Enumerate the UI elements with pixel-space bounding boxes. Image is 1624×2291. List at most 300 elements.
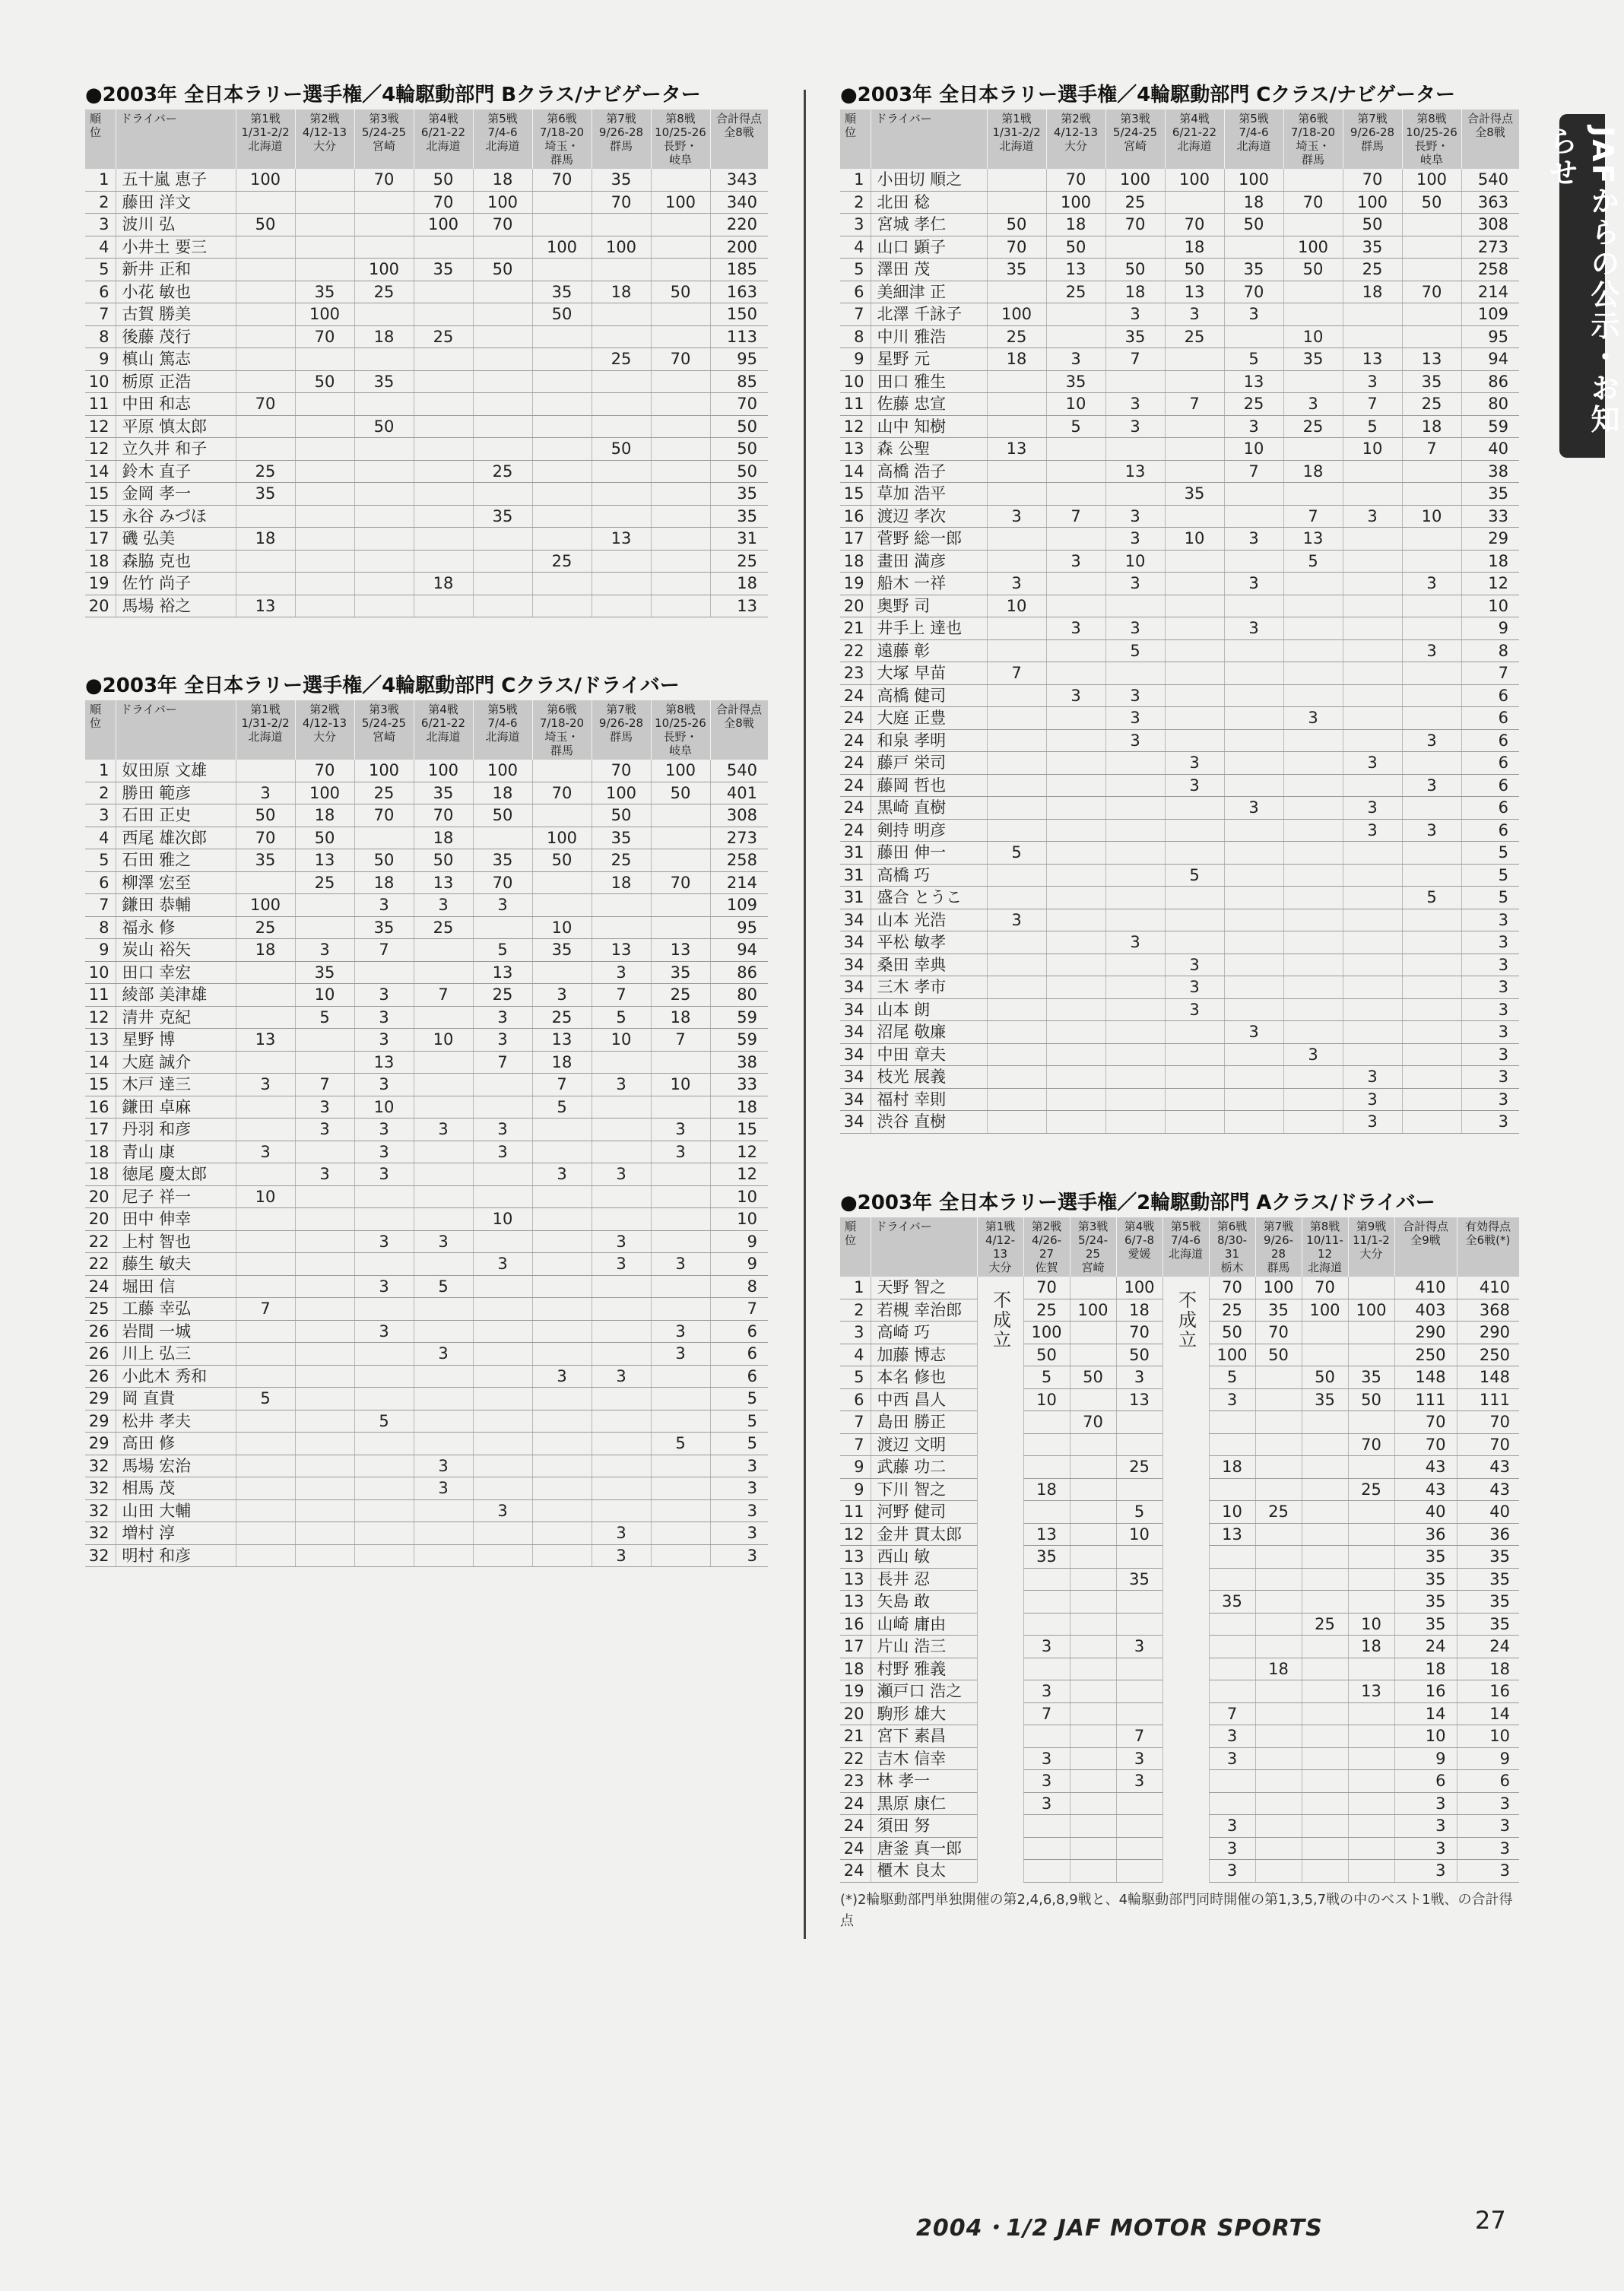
score-cell xyxy=(473,303,532,326)
score-cell xyxy=(592,595,651,617)
total-cell: 185 xyxy=(710,259,768,281)
total-cell: 13 xyxy=(710,595,768,617)
score-cell xyxy=(1165,505,1224,528)
driver-cell: 藤田 伸一 xyxy=(871,842,987,865)
rank-cell: 22 xyxy=(85,1230,116,1253)
score-cell: 3 xyxy=(592,1230,651,1253)
rank-cell: 16 xyxy=(85,1096,116,1119)
round-header: 第2戦 4/12-13 大分 xyxy=(295,700,354,760)
driver-cell: 清井 克紀 xyxy=(116,1006,236,1029)
score-cell xyxy=(651,528,710,551)
score-cell: 100 xyxy=(1105,169,1165,191)
total-cell: 109 xyxy=(710,894,768,917)
score-cell xyxy=(473,1074,532,1096)
driver-header: ドライバー xyxy=(871,109,987,169)
table-row xyxy=(840,617,1519,640)
score-cell xyxy=(1116,1680,1162,1703)
score-cell xyxy=(414,1006,473,1029)
round-header: 第4戦 6/21-22 北海道 xyxy=(414,109,473,169)
table-row xyxy=(85,1388,768,1410)
score-cell xyxy=(532,460,592,483)
score-cell xyxy=(651,1522,710,1545)
score-cell xyxy=(1165,729,1224,752)
round-header: 第5戦 7/4-6 北海道 xyxy=(473,109,532,169)
score-cell: 3 xyxy=(414,1230,473,1253)
score-cell xyxy=(354,505,414,528)
table-row xyxy=(85,1208,768,1231)
score-cell xyxy=(1283,1088,1343,1111)
score-cell xyxy=(354,550,414,573)
score-cell xyxy=(1116,1792,1162,1815)
rank-cell: 9 xyxy=(85,939,116,962)
driver-cell: 岩間 一城 xyxy=(116,1320,236,1343)
score-cell xyxy=(1255,1613,1302,1636)
rank-cell: 21 xyxy=(840,1725,871,1748)
table-row xyxy=(85,984,768,1007)
score-cell: 18 xyxy=(1165,236,1224,259)
score-cell xyxy=(1283,169,1343,191)
score-cell: 100 xyxy=(1070,1299,1116,1322)
driver-cell: 船木 一祥 xyxy=(871,573,987,595)
score-cell xyxy=(1116,1478,1162,1501)
score-cell xyxy=(1116,1411,1162,1434)
driver-cell: 島田 勝正 xyxy=(871,1411,977,1434)
table-row xyxy=(85,1029,768,1052)
score-cell xyxy=(651,325,710,348)
rank-cell: 5 xyxy=(840,259,871,281)
table-row xyxy=(85,1096,768,1119)
score-cell xyxy=(1070,1568,1116,1591)
score-cell xyxy=(1070,1613,1116,1636)
score-cell xyxy=(1343,303,1402,326)
score-cell xyxy=(592,393,651,416)
score-cell xyxy=(354,1477,414,1500)
score-cell xyxy=(473,325,532,348)
round-header: 第3戦 5/24-25 宮崎 xyxy=(1105,109,1165,169)
driver-cell: 若槻 幸治郎 xyxy=(871,1299,977,1322)
score-cell: 70 xyxy=(1348,1433,1394,1456)
score-cell xyxy=(414,1320,473,1343)
score-cell: 3 xyxy=(1165,752,1224,775)
score-cell: 35 xyxy=(1283,348,1343,371)
score-cell xyxy=(1402,325,1461,348)
total-cell: 43 xyxy=(1394,1478,1457,1501)
total-cell: 59 xyxy=(710,1006,768,1029)
rank-cell: 20 xyxy=(840,1702,871,1725)
score-cell: 25 xyxy=(1209,1299,1255,1322)
driver-cell: 遠藤 彰 xyxy=(871,639,987,662)
score-cell: 100 xyxy=(236,169,295,191)
score-cell xyxy=(473,281,532,303)
total-cell: 290 xyxy=(1394,1322,1457,1344)
score-cell: 100 xyxy=(1209,1344,1255,1366)
score-cell xyxy=(414,483,473,506)
score-cell xyxy=(295,169,354,191)
score-cell: 3 xyxy=(1165,774,1224,797)
score-cell: 5 xyxy=(1224,348,1283,371)
score-cell xyxy=(592,1477,651,1500)
driver-cell: 福村 幸則 xyxy=(871,1088,987,1111)
void-label: 不成立 xyxy=(989,1290,1011,1350)
score-cell xyxy=(1165,438,1224,461)
driver-cell: 山口 顕子 xyxy=(871,236,987,259)
score-cell xyxy=(236,348,295,371)
score-cell: 25 xyxy=(592,849,651,872)
score-cell xyxy=(1302,1344,1348,1366)
header-row xyxy=(840,1217,1519,1277)
score-cell: 13 xyxy=(236,1029,295,1052)
score-cell xyxy=(1023,1501,1070,1524)
score-cell xyxy=(987,281,1046,303)
score-cell xyxy=(1070,1501,1116,1524)
total-cell: 343 xyxy=(710,169,768,191)
best-total-cell: 368 xyxy=(1457,1299,1519,1322)
total-cell: 6 xyxy=(710,1365,768,1388)
score-cell xyxy=(473,438,532,461)
driver-cell: 福永 修 xyxy=(116,916,236,939)
score-cell: 35 xyxy=(532,281,592,303)
score-cell: 70 xyxy=(354,804,414,827)
score-cell xyxy=(1348,1815,1394,1838)
score-cell: 13 xyxy=(651,939,710,962)
score-cell: 70 xyxy=(987,236,1046,259)
score-cell: 3 xyxy=(354,1029,414,1052)
score-cell xyxy=(236,760,295,782)
score-cell: 70 xyxy=(1116,1322,1162,1344)
table-row xyxy=(840,370,1519,393)
score-cell xyxy=(592,370,651,393)
score-cell xyxy=(1343,707,1402,730)
header-row xyxy=(85,109,768,169)
score-cell xyxy=(295,191,354,214)
score-cell: 3 xyxy=(1046,550,1105,573)
table-row xyxy=(840,236,1519,259)
score-cell: 3 xyxy=(1105,528,1165,551)
best-total-cell: 40 xyxy=(1457,1501,1519,1524)
score-cell xyxy=(1105,662,1165,685)
rank-cell: 5 xyxy=(85,849,116,872)
score-cell xyxy=(1070,1433,1116,1456)
score-cell: 25 xyxy=(1023,1299,1070,1322)
total-cell: 3 xyxy=(710,1544,768,1567)
score-cell xyxy=(1224,483,1283,506)
rank-cell: 10 xyxy=(85,961,116,984)
score-cell xyxy=(295,259,354,281)
score-cell xyxy=(987,976,1046,999)
table-row xyxy=(85,1455,768,1477)
score-cell xyxy=(592,460,651,483)
round-header: 有効得点 全6戦(*) xyxy=(1457,1217,1519,1277)
driver-header: ドライバー xyxy=(116,109,236,169)
score-cell xyxy=(354,1208,414,1231)
results-table xyxy=(85,700,769,1567)
rank-cell: 31 xyxy=(840,887,871,909)
score-cell xyxy=(1343,325,1402,348)
score-cell: 35 xyxy=(1402,370,1461,393)
score-cell xyxy=(532,1230,592,1253)
score-cell xyxy=(1209,1613,1255,1636)
score-cell: 100 xyxy=(354,760,414,782)
score-cell xyxy=(1046,707,1105,730)
score-cell: 10 xyxy=(295,984,354,1007)
table-row xyxy=(85,916,768,939)
total-cell: 94 xyxy=(710,939,768,962)
score-cell xyxy=(236,1275,295,1298)
driver-cell: 長井 忍 xyxy=(871,1568,977,1591)
driver-cell: 美細津 正 xyxy=(871,281,987,303)
table-row xyxy=(840,1277,1519,1299)
score-cell: 3 xyxy=(354,1074,414,1096)
score-cell xyxy=(532,528,592,551)
score-cell xyxy=(1283,303,1343,326)
score-cell xyxy=(1255,1568,1302,1591)
score-cell xyxy=(414,595,473,617)
score-cell: 10 xyxy=(651,1074,710,1096)
total-cell: 3 xyxy=(1394,1860,1457,1883)
score-cell xyxy=(414,348,473,371)
score-cell xyxy=(1302,1837,1348,1860)
score-cell: 100 xyxy=(236,894,295,917)
score-cell: 50 xyxy=(354,415,414,438)
score-cell xyxy=(592,1185,651,1208)
score-cell xyxy=(1224,752,1283,775)
score-cell xyxy=(532,259,592,281)
driver-cell: 上村 智也 xyxy=(116,1230,236,1253)
total-cell: 94 xyxy=(1461,348,1519,371)
score-cell: 35 xyxy=(592,827,651,849)
driver-cell: 村野 雅義 xyxy=(871,1658,977,1680)
score-cell: 3 xyxy=(354,1320,414,1343)
score-cell xyxy=(414,1388,473,1410)
score-cell xyxy=(1283,684,1343,707)
score-cell: 3 xyxy=(592,961,651,984)
score-cell xyxy=(1224,954,1283,976)
score-cell: 3 xyxy=(1116,1770,1162,1793)
score-cell: 35 xyxy=(1224,259,1283,281)
score-cell xyxy=(1046,1111,1105,1134)
score-cell: 70 xyxy=(651,348,710,371)
score-cell xyxy=(1105,370,1165,393)
rank-header: 順 位 xyxy=(840,1217,871,1277)
score-cell xyxy=(1165,842,1224,865)
score-cell xyxy=(236,438,295,461)
score-cell xyxy=(1402,483,1461,506)
score-cell xyxy=(1255,1478,1302,1501)
score-cell: 100 xyxy=(1255,1277,1302,1299)
score-cell: 3 xyxy=(473,1253,532,1276)
score-cell: 3 xyxy=(473,894,532,917)
round-header: 第5戦 7/4-6 北海道 xyxy=(1224,109,1283,169)
round-header: 第4戦 6/21-22 北海道 xyxy=(1165,109,1224,169)
table-row xyxy=(840,393,1519,416)
score-cell xyxy=(651,573,710,595)
score-cell: 50 xyxy=(987,214,1046,236)
score-cell xyxy=(651,1477,710,1500)
score-cell xyxy=(473,393,532,416)
table-4wd-b-navigator xyxy=(85,82,769,617)
total-cell: 3 xyxy=(1461,954,1519,976)
score-cell xyxy=(1070,1388,1116,1411)
score-cell: 25 xyxy=(473,984,532,1007)
round-header: 第7戦 9/26-28 群馬 xyxy=(1343,109,1402,169)
total-cell: 10 xyxy=(1394,1725,1457,1748)
score-cell xyxy=(1023,1815,1070,1838)
rank-cell: 23 xyxy=(840,1770,871,1793)
score-cell xyxy=(1302,1322,1348,1344)
results-table xyxy=(840,1217,1520,1883)
score-cell: 25 xyxy=(236,916,295,939)
rank-cell: 4 xyxy=(840,236,871,259)
score-cell xyxy=(236,1455,295,1477)
total-cell: 3 xyxy=(1461,1111,1519,1134)
score-cell xyxy=(1046,998,1105,1021)
score-cell xyxy=(1023,1837,1070,1860)
score-cell xyxy=(1070,1277,1116,1299)
score-cell: 35 xyxy=(1105,325,1165,348)
score-cell xyxy=(1343,954,1402,976)
score-cell: 35 xyxy=(1302,1388,1348,1411)
score-cell xyxy=(473,236,532,259)
score-cell xyxy=(295,348,354,371)
round-header: 第2戦 4/12-13 大分 xyxy=(295,109,354,169)
score-cell xyxy=(1105,1111,1165,1134)
score-cell xyxy=(473,1410,532,1433)
total-cell: 410 xyxy=(1394,1277,1457,1299)
best-total-cell: 36 xyxy=(1457,1523,1519,1546)
score-cell: 70 xyxy=(1283,191,1343,214)
score-cell xyxy=(651,169,710,191)
total-cell: 163 xyxy=(710,281,768,303)
score-cell xyxy=(1105,774,1165,797)
total-cell: 9 xyxy=(1461,617,1519,640)
score-cell: 3 xyxy=(354,1119,414,1141)
rank-cell: 32 xyxy=(85,1522,116,1545)
score-cell xyxy=(295,393,354,416)
score-cell xyxy=(1224,729,1283,752)
score-cell: 50 xyxy=(295,370,354,393)
driver-cell: 炭山 裕矢 xyxy=(116,939,236,962)
rank-cell: 24 xyxy=(840,1837,871,1860)
score-cell xyxy=(1402,864,1461,887)
score-cell xyxy=(1302,1702,1348,1725)
total-cell: 40 xyxy=(1394,1501,1457,1524)
score-cell xyxy=(1023,1568,1070,1591)
score-cell xyxy=(1255,1523,1302,1546)
total-cell: 540 xyxy=(710,760,768,782)
driver-cell: 堀田 信 xyxy=(116,1275,236,1298)
rank-cell: 32 xyxy=(85,1455,116,1477)
score-cell xyxy=(1165,662,1224,685)
score-cell xyxy=(1116,1433,1162,1456)
score-cell: 7 xyxy=(236,1298,295,1321)
score-cell: 3 xyxy=(473,1006,532,1029)
best-total-cell: 410 xyxy=(1457,1277,1519,1299)
score-cell xyxy=(414,1433,473,1455)
score-cell xyxy=(1283,887,1343,909)
score-cell: 25 xyxy=(1116,1456,1162,1479)
rank-cell: 24 xyxy=(85,1275,116,1298)
table-row xyxy=(85,325,768,348)
score-cell xyxy=(1255,1636,1302,1658)
score-cell xyxy=(1343,976,1402,999)
total-cell: 3 xyxy=(1461,976,1519,999)
score-cell xyxy=(1255,1747,1302,1770)
score-cell xyxy=(592,259,651,281)
round-header: 第8戦 10/25-26 長野・ 岐阜 xyxy=(651,109,710,169)
score-cell xyxy=(592,415,651,438)
score-cell: 50 xyxy=(1165,259,1224,281)
driver-cell: 菅野 総一郎 xyxy=(871,528,987,551)
total-cell: 5 xyxy=(710,1388,768,1410)
score-cell xyxy=(1348,1568,1394,1591)
score-cell: 7 xyxy=(1209,1702,1255,1725)
rank-cell: 23 xyxy=(840,662,871,685)
rank-cell: 1 xyxy=(85,760,116,782)
score-cell: 3 xyxy=(1209,1860,1255,1883)
round-header: 第6戦 7/18-20 埼玉・ 群馬 xyxy=(532,700,592,760)
score-cell xyxy=(651,1298,710,1321)
score-cell: 70 xyxy=(1046,169,1105,191)
score-cell xyxy=(532,1455,592,1477)
score-cell xyxy=(473,1477,532,1500)
score-cell xyxy=(1224,774,1283,797)
score-cell xyxy=(354,1253,414,1276)
best-total-cell: 9 xyxy=(1457,1747,1519,1770)
score-cell xyxy=(1343,1021,1402,1044)
rank-cell: 18 xyxy=(85,1141,116,1163)
score-cell xyxy=(295,1208,354,1231)
total-cell: 6 xyxy=(710,1320,768,1343)
score-cell xyxy=(1046,662,1105,685)
score-cell: 3 xyxy=(1224,415,1283,438)
total-cell: 33 xyxy=(710,1074,768,1096)
total-cell: 15 xyxy=(710,1119,768,1141)
table-row xyxy=(85,1544,768,1567)
rank-cell: 9 xyxy=(840,1456,871,1479)
total-cell: 6 xyxy=(1461,684,1519,707)
score-cell xyxy=(1165,1111,1224,1134)
score-cell: 25 xyxy=(1046,281,1105,303)
driver-cell: 中川 雅浩 xyxy=(871,325,987,348)
score-cell xyxy=(1402,842,1461,865)
score-cell xyxy=(1046,842,1105,865)
score-cell xyxy=(1302,1546,1348,1569)
score-cell xyxy=(532,573,592,595)
score-cell: 13 xyxy=(414,871,473,894)
score-cell: 35 xyxy=(354,370,414,393)
score-cell: 5 xyxy=(987,842,1046,865)
score-cell: 3 xyxy=(532,984,592,1007)
score-cell xyxy=(414,1522,473,1545)
score-cell: 3 xyxy=(1224,573,1283,595)
score-cell xyxy=(414,961,473,984)
score-cell xyxy=(1402,303,1461,326)
driver-cell: 小井土 要三 xyxy=(116,236,236,259)
rank-cell: 15 xyxy=(840,483,871,506)
score-cell: 13 xyxy=(1116,1388,1162,1411)
score-cell xyxy=(1343,684,1402,707)
total-cell: 35 xyxy=(1394,1591,1457,1614)
score-cell: 5 xyxy=(295,1006,354,1029)
score-cell xyxy=(354,595,414,617)
score-cell: 5 xyxy=(1343,415,1402,438)
score-cell xyxy=(1116,1815,1162,1838)
score-cell: 100 xyxy=(1348,1299,1394,1322)
score-cell: 3 xyxy=(354,1230,414,1253)
score-cell: 100 xyxy=(651,191,710,214)
score-cell xyxy=(592,1320,651,1343)
score-cell xyxy=(1283,909,1343,931)
